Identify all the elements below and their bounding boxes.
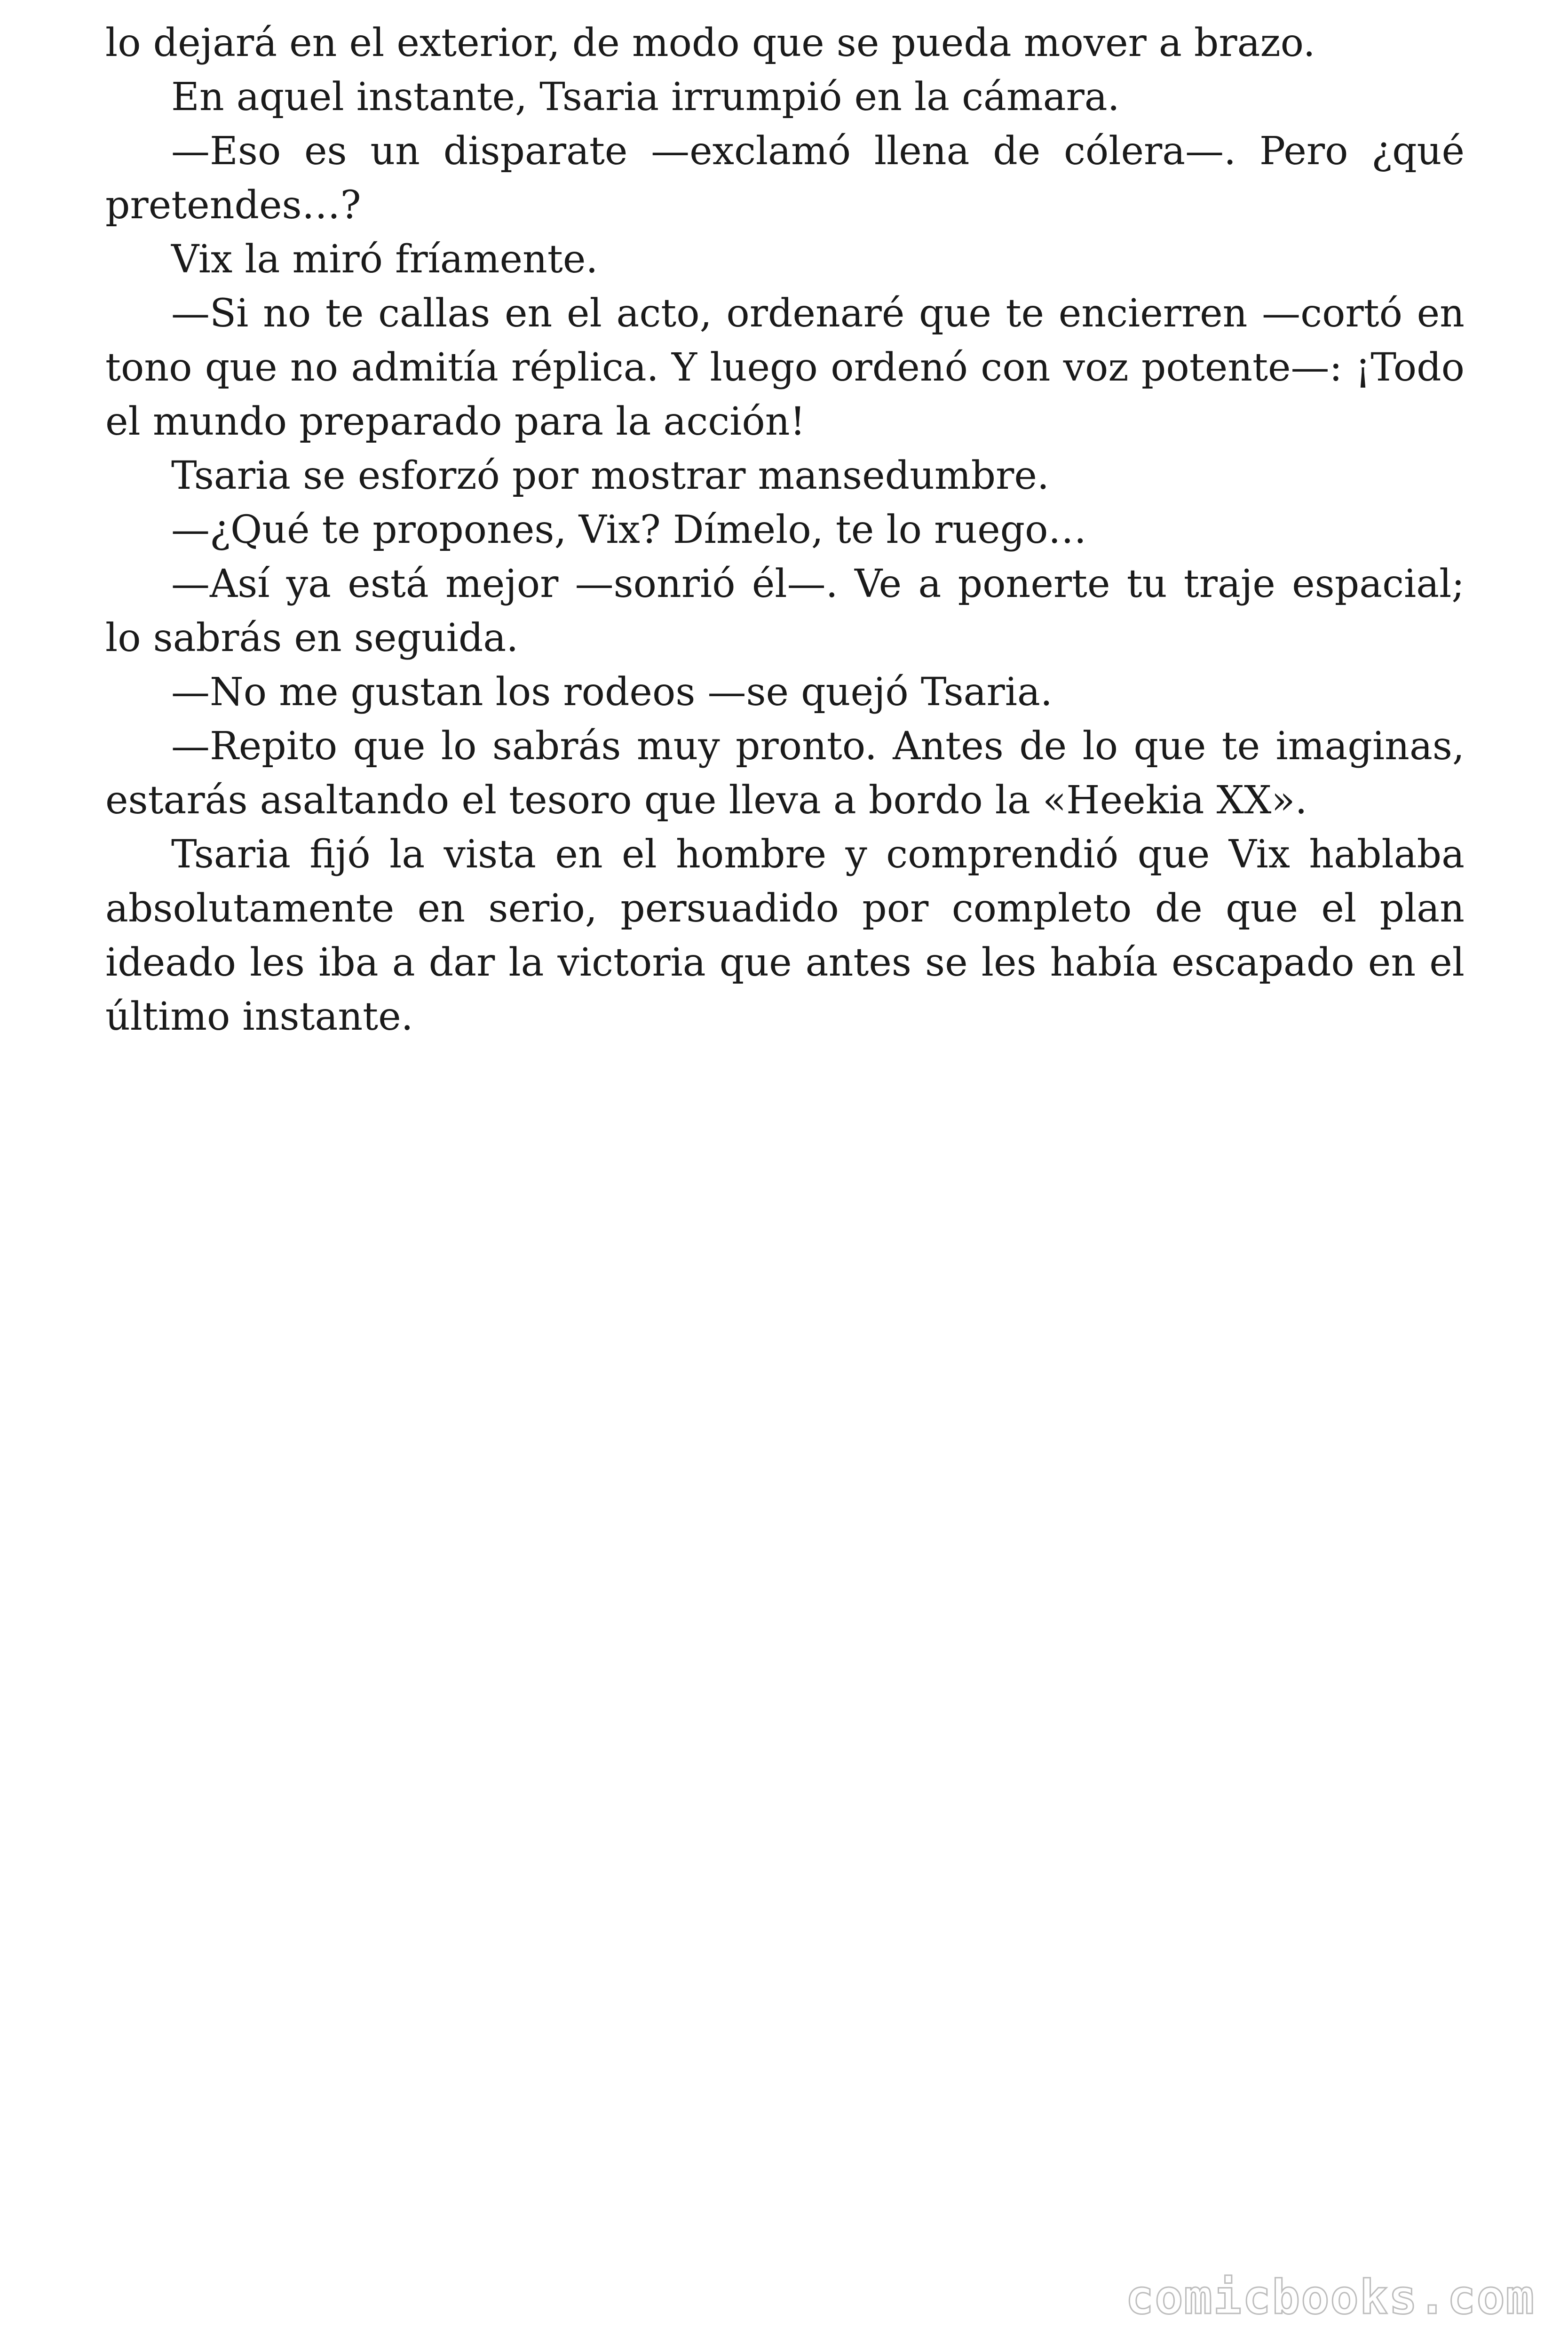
paragraph-7: —¿Qué te propones, Vix? Dímelo, te lo ruego… [171, 508, 1087, 552]
paragraph-11: Tsaria fijó la vista en el hombre y comprendió que Vix hablaba absolutamente en serio, persuadido por completo de que el plan ideado les iba a dar la victoria que antes se les había escapado en el último instante. [105, 832, 1465, 1039]
paragraph-9: —No me gustan los rodeos —se quejó Tsaria. [171, 670, 1053, 715]
paragraph-6: Tsaria se esforzó por mostrar mansedumbre. [171, 453, 1049, 498]
body-text [105, 16, 1465, 1044]
paragraph-3: —Eso es un disparate —exclamó llena de cólera—. Pero ¿qué pretendes…? [105, 129, 1465, 228]
paragraph-4: Vix la miró fríamente. [171, 237, 598, 282]
watermark-logo: comicbooks.com [1125, 2270, 1535, 2325]
paragraph-5: —Si no te callas en el acto, ordenaré que te encierren —cortó en tono que no admitía réplica. Y luego ordenó con voz potente—: ¡Todo el mundo preparado para la acción! [105, 291, 1465, 444]
paragraph-8: —Así ya está mejor —sonrió él—. Ve a ponerte tu traje espacial; lo sabrás en seguida. [105, 562, 1465, 660]
paragraph-2: En aquel instante, Tsaria irrumpió en la cámara. [171, 75, 1120, 119]
paragraph-10: —Repito que lo sabrás muy pronto. Antes de lo que te imaginas, estarás asaltando el tesoro que lleva a bordo la «Heekia XX». [105, 724, 1465, 823]
paragraph-1: lo dejará en el exterior, de modo que se pueda mover a brazo. [105, 21, 1315, 65]
